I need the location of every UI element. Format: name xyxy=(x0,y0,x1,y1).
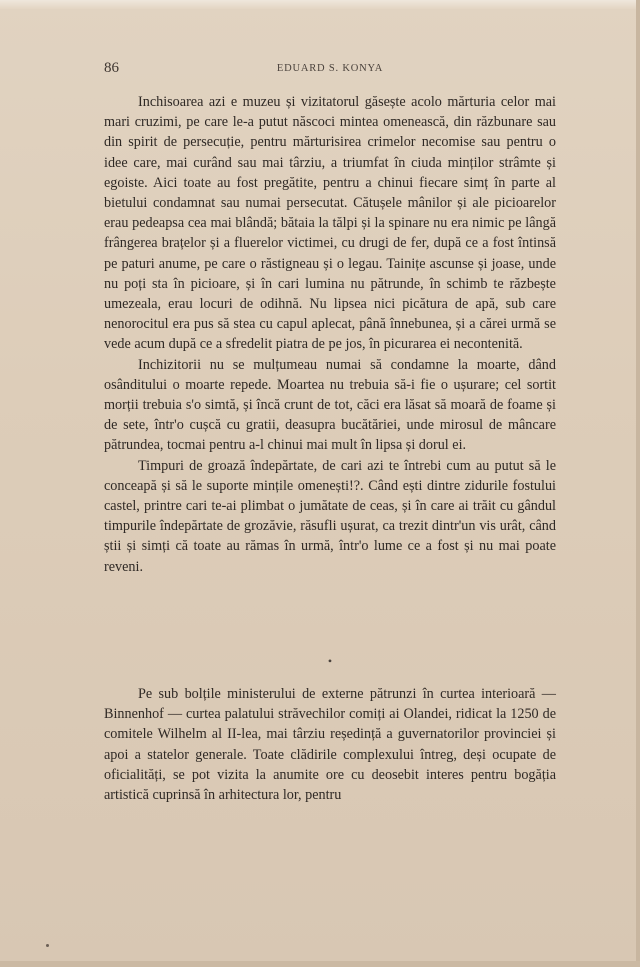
running-head: EDUARD S. KONYA xyxy=(276,63,384,74)
paper-speck xyxy=(46,944,49,947)
paragraph: Timpuri de groază îndepărtate, de cari azi te întrebi cum au putut să le conceapă și să le suporte mințile omenești!?. Când ești dintre zidurile fostului castel, printre cari te-ai plimbat o jumătate de ceas, și în care ai trăit cu gândul timpurile îndepărtate de grozăvie, răsufli ușurat, ca trezit dintr'un vis urât, când știi și simți că toate au rămas în urmă, într'o lume ce a fost și nu mai poate reveni. xyxy=(104,457,556,575)
paragraph: Inchisoarea azi e muzeu și vizitatorul găsește acolo mărturia celor mai mari cruzimi, pe care le-a putut născoci mintea omenească, din răzbunare sau din spirit de persecuție, pentru mărturisirea crimelor necomise sau pentru o idee care, mai curând sau mai târziu, a triumfat în ciuda minților strâmte și egoiste. Aici toate au fost pregătite, pentru a chinui fiecare simț în parte al bietului condamnat sau numai persecutat. Cătușele mânilor și ale picioarelor erau pedeapsa cea mai blândă; bătaia la tălpi și la spinare nu era nimic pe lângă frângerea brațelor și a fluerelor victimei, cu drugi de fer, după ce a fost întinsă pe paturi anume, pe care o răstigneau și o legau. Tainițe ascunse și joase, unde nu poți sta în picioare, și în cari lumina nu pătrunde, în schimb te răzbește umezeala, erau locuri de odihnă. Nu lipsea nici picătura de apă, sub care nenorocitul era pus să stea cu capul aplecat, până înnebunea, și a cărei urmă se vede acum după ce a sfredelit piatra de pe jos, în picurarea ei necontenită. xyxy=(104,94,556,353)
section-separator: • xyxy=(327,654,333,668)
page-number: 86 xyxy=(104,60,119,76)
paragraph: Pe sub bolțile ministerului de externe pătrunzi în curtea interioară — Binnenhof — curtea palatului străvechilor comiți ai Olandei, ridicat la 1250 de comitele Wilhelm al II-lea, mai târziu reședință a guvernatorilor provinciei și apoi a statelor generale. Toate clădirile complexului întreg, deși ocupate de oficialități, se pot vizita la anumite ore cu deosebit interes pentru bogăția artistică cuprinsă în arhitectura lor, pentru xyxy=(104,686,556,804)
page-header xyxy=(104,60,556,80)
second-text-block xyxy=(104,684,556,805)
main-text-block xyxy=(104,92,556,577)
page-bottom-edge xyxy=(0,961,640,967)
paragraph: Inchizitorii nu se mulțumeau numai să condamne la moarte, dând osânditului o moarte repede. Moartea nu trebuia să-i fie o ușurare; cel sortit morții trebuia s'o simtă, și încă crunt de tot, căci era lăsat să moară de foame și de sete, într'o cușcă cu gratii, deasupra bucătăriei, unde mirosul de mâncare pătrundea, tocmai pentru a-l chinui mai mult în lipsa și dorul ei. xyxy=(104,356,556,454)
page-top-edge xyxy=(0,0,640,9)
page-right-edge xyxy=(636,0,640,967)
